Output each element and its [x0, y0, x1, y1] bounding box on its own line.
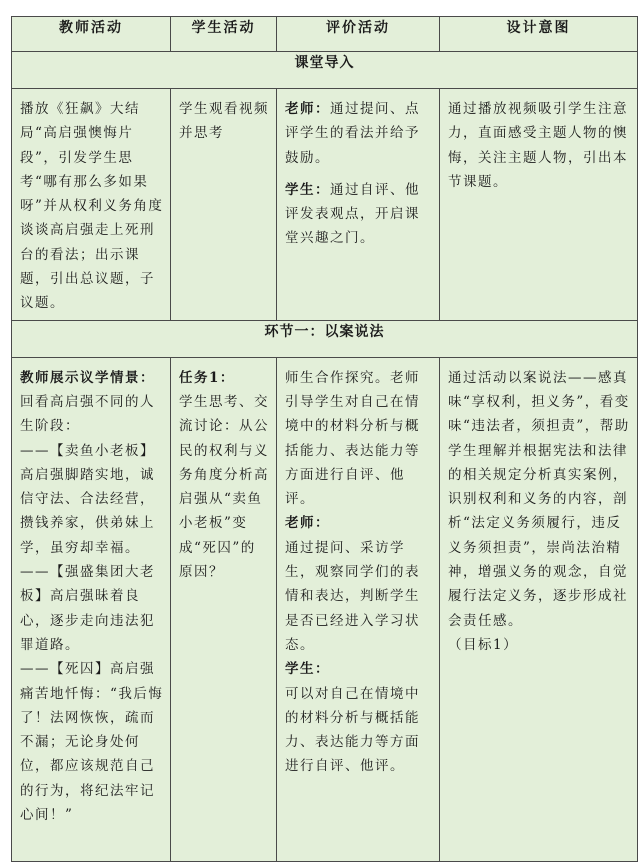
case-student-cell — [171, 357, 277, 861]
header-design-intent: 设计意图 — [440, 17, 638, 52]
section-row-intro — [12, 52, 638, 89]
case-teacher-line: ——【卖鱼小老板】高启强脚踏实地，诚信守法、合法经营，攒钱养家，供弟妹上学，虽穷却幸福。 — [20, 442, 155, 556]
header-student-activity: 学生活动 — [171, 17, 277, 52]
case-design-text: 通过活动以案说法——感真味“享权利，担义务”，看变味“违法者，须担责”，帮助学生理解并根据宪法和法律的相关规定分析真实案例，识别权利和义务的内容，剖析“法定义务须履行，违反义务须担责”，崇尚法治精神，增强义务的观念，自觉履行法定义务，逐步形成社会责任感。 — [448, 369, 630, 629]
intro-teacher-text: 播放《狂飙》大结局“高启强懊悔片段”，引发学生思考“哪有那么多如果呀”并从权利义务角度谈谈高启强走上死刑台的看法；出示课题，引出总议题，子议题。 — [20, 101, 164, 312]
case-design-goal: （目标1） — [448, 636, 519, 653]
intro-student-text: 学生观看视频并思考 — [179, 101, 269, 142]
case-student-task-label: 任务1： — [179, 369, 235, 386]
header-teacher-activity: 教师活动 — [12, 17, 171, 52]
case-teacher-line: 回看高启强不同的人生阶段： — [20, 393, 155, 435]
case-student-task: 学生思考、交流讨论：从公民的权利与义务角度分析高启强从“卖鱼小老板”变成“死囚”的原因？ — [179, 393, 269, 581]
intro-student-cell — [171, 89, 277, 321]
intro-evaluation-cell — [277, 89, 440, 321]
header-row — [12, 17, 638, 52]
case-eval-teacher-text: 通过提问、采访学生，观察同学们的表情和表达，判断学生是否已经进入学习状态。 — [285, 539, 420, 653]
intro-eval-student-label: 学生： — [285, 181, 330, 198]
case-teacher-heading: 教师展示议学情景： — [20, 369, 155, 386]
intro-eval-teacher — [285, 97, 433, 170]
intro-eval-teacher-text: 通过提问、点评学生的看法并给予鼓励。 — [285, 101, 420, 166]
intro-design-text: 通过播放视频吸引学生注意力，直面感受主题人物的懊悔，关注主题人物，引出本节课题。 — [448, 101, 628, 190]
content-row-intro — [12, 89, 638, 321]
section-row-case — [12, 320, 638, 357]
intro-teacher-cell — [12, 89, 171, 321]
intro-design-cell — [440, 89, 638, 321]
case-eval-student-label: 学生： — [285, 661, 330, 678]
case-eval-intro: 师生合作探究。老师引导学生对自己在情境中的材料分析与概括能力、表达能力等方面进行自评、他评。 — [285, 369, 420, 508]
content-row-case — [12, 357, 638, 861]
case-eval-student-text: 可以对自己在情境中的材料分析与概括能力、表达能力等方面进行自评、他评。 — [285, 685, 420, 775]
case-eval-teacher-label: 老师： — [285, 515, 330, 532]
intro-eval-student-text: 通过自评、他评发表观点，开启课堂兴趣之门。 — [285, 181, 420, 247]
case-evaluation-cell — [277, 357, 440, 861]
section-title-intro: 课堂导入 — [12, 52, 638, 89]
lesson-plan-table — [11, 16, 638, 862]
case-teacher-line: ——【死囚】高启强痛苦地忏悔：“我后悔了！法网恢恢，疏而不漏；无论身处何位，都应该规范自己的行为，将纪法牢记心间！” — [20, 661, 164, 824]
header-evaluation-activity: 评价活动 — [277, 17, 440, 52]
section-title-case: 环节一：以案说法 — [12, 320, 638, 357]
intro-eval-teacher-label: 老师： — [285, 101, 330, 117]
intro-eval-student — [285, 178, 433, 251]
case-teacher-line: ——【强盛集团大老板】高启强昧着良心，逐步走向违法犯罪道路。 — [20, 564, 155, 653]
case-design-cell — [440, 357, 638, 861]
case-teacher-cell — [12, 357, 171, 861]
